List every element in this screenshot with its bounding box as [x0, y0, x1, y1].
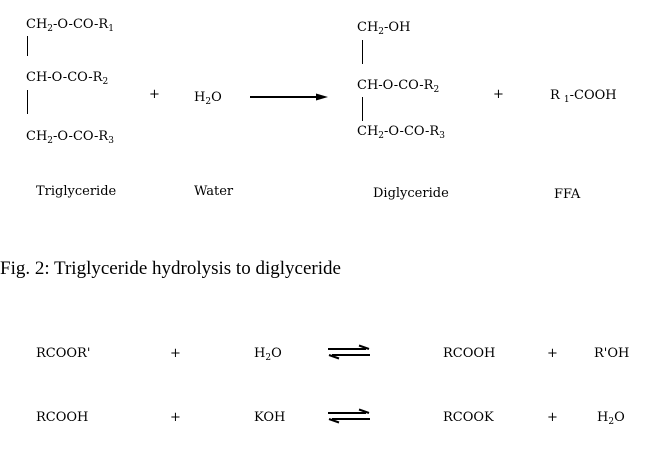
- formula-text: CH: [357, 124, 379, 139]
- triglyceride-label: Triglyceride: [36, 184, 117, 199]
- bond-line: [362, 97, 363, 121]
- formula-subscript: 2: [378, 27, 385, 37]
- product-water: [597, 410, 625, 426]
- formula-text: O: [614, 410, 625, 425]
- formula-subscript: 3: [108, 136, 114, 146]
- plus-sign: +: [547, 346, 558, 361]
- diglyceride-line-1: [357, 20, 410, 36]
- product-alcohol: R'OH: [594, 346, 630, 361]
- ffa-label: FFA: [554, 187, 581, 202]
- bond-line: [362, 40, 363, 64]
- formula-text: H: [194, 90, 206, 105]
- product-acid: RCOOH: [443, 346, 496, 361]
- diglyceride-line-2: [357, 78, 439, 94]
- formula-text: -O-CO-R: [53, 129, 109, 144]
- plus-sign: +: [493, 87, 504, 102]
- reactant-acid: RCOOH: [36, 410, 89, 425]
- formula-text: R: [550, 88, 564, 103]
- formula-text: CH-O-CO-R: [26, 70, 103, 85]
- triglyceride-line-2: [26, 70, 108, 86]
- formula-text: -O-CO-R: [384, 124, 440, 139]
- formula-subscript: 2: [47, 136, 54, 146]
- formula-text: CH: [357, 20, 379, 35]
- formula-subscript: 2: [102, 77, 109, 87]
- diglyceride-line-3: [357, 124, 445, 140]
- equilibrium-arrows: [326, 345, 372, 359]
- water-formula: [194, 90, 222, 106]
- bond-line: [27, 36, 28, 56]
- formula-subscript: 2: [378, 131, 385, 141]
- formula-text: O: [211, 90, 222, 105]
- figure-caption: Fig. 2: Triglyceride hydrolysis to diglyceride: [0, 258, 341, 279]
- formula-text: -COOH: [569, 88, 617, 103]
- bond-line: [27, 90, 28, 114]
- formula-text: -O-CO-R: [53, 17, 109, 32]
- equilibrium-arrows: [326, 409, 372, 423]
- formula-subscript: 2: [205, 97, 212, 107]
- formula-text: H: [254, 346, 266, 361]
- reactant-water: [254, 346, 282, 362]
- plus-sign: +: [547, 410, 558, 425]
- diglyceride-label: Diglyceride: [373, 186, 449, 201]
- formula-text: H: [597, 410, 609, 425]
- formula-text: O: [271, 346, 282, 361]
- formula-subscript: 1: [563, 95, 570, 105]
- formula-text: CH: [26, 129, 48, 144]
- reaction-arrow: [250, 90, 330, 104]
- plus-sign: +: [149, 87, 160, 102]
- formula-subscript: 1: [108, 24, 114, 34]
- triglyceride-line-3: [26, 129, 114, 145]
- plus-sign: +: [170, 410, 181, 425]
- formula-subscript: 3: [439, 131, 445, 141]
- formula-subscript: 2: [47, 24, 54, 34]
- reactant-koh: KOH: [254, 410, 286, 425]
- formula-text: CH: [26, 17, 48, 32]
- formula-text: -OH: [384, 20, 411, 35]
- water-label: Water: [194, 184, 234, 199]
- formula-text: CH-O-CO-R: [357, 78, 434, 93]
- product-salt: RCOOK: [443, 410, 494, 425]
- formula-subscript: 2: [433, 85, 440, 95]
- formula-subscript: 2: [608, 417, 615, 427]
- plus-sign: +: [170, 346, 181, 361]
- triglyceride-line-1: [26, 17, 114, 33]
- ffa-formula: [550, 88, 617, 104]
- formula-subscript: 2: [265, 353, 272, 363]
- reactant-ester: RCOOR': [36, 346, 91, 361]
